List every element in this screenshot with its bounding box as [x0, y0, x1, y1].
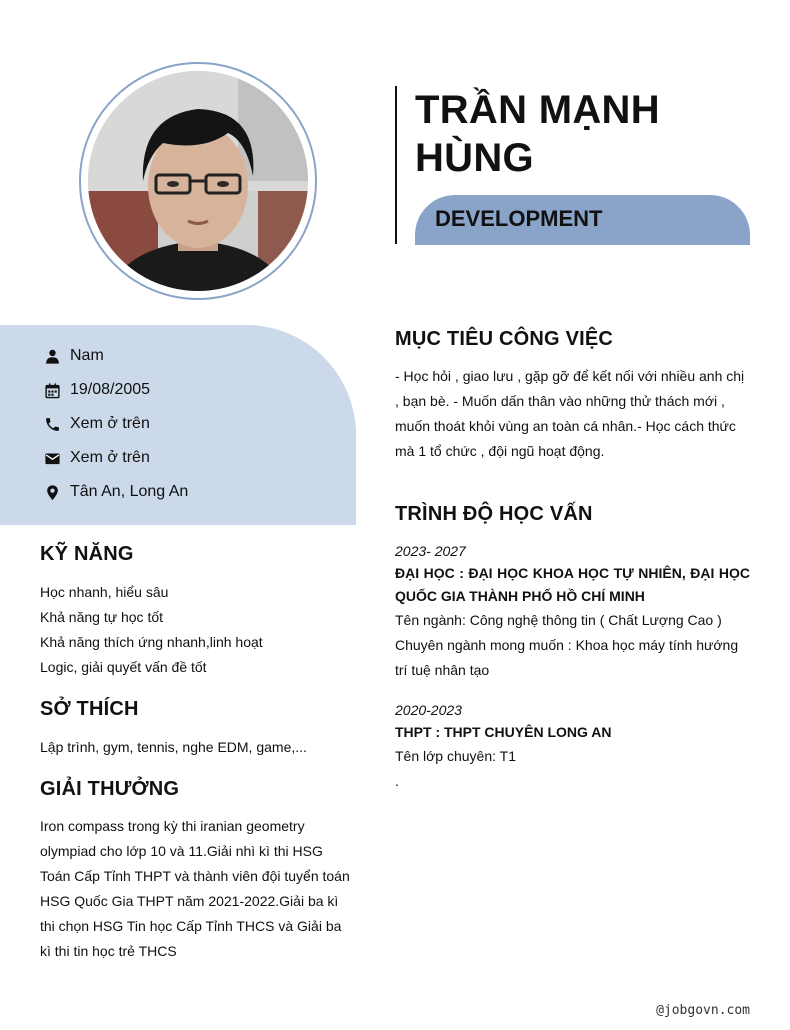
hobbies-title: SỞ THÍCH: [40, 698, 139, 720]
contact-panel: [0, 325, 356, 525]
education-desired-major: Chuyên ngành mong muốn : Khoa học máy tính hướng trí tuệ nhân tạo: [395, 637, 739, 678]
contact-address: [44, 481, 188, 503]
role-badge: [415, 195, 750, 245]
role-title: DEVELOPMENT: [435, 206, 603, 231]
hobbies-text: Lập trình, gym, tennis, nghe EDM, game,...: [40, 739, 307, 755]
education-period: 2023- 2027: [395, 543, 466, 559]
education-major: Tên lớp chuyên: T1: [395, 748, 516, 764]
awards-title: GIẢI THƯỞNG: [40, 778, 180, 800]
education-note: .: [395, 773, 399, 789]
education-title: TRÌNH ĐỘ HỌC VẤN: [395, 503, 593, 525]
skills-title: KỸ NĂNG: [40, 543, 134, 565]
skill-item: Khả năng tự học tốt: [40, 609, 164, 625]
birthday-value: 19/08/2005: [70, 381, 151, 398]
education-school: ĐẠI HỌC : ĐẠI HỌC KHOA HỌC TỰ NHIÊN, ĐẠI HỌC QUỐC GIA THÀNH PHỐ HỒ CHÍ MINH: [395, 565, 750, 604]
contact-email: [44, 447, 150, 469]
location-pin-icon: [44, 484, 61, 501]
address-value: Tân An, Long An: [70, 483, 189, 500]
full-name: TRẦN MẠNH HÙNG: [415, 88, 660, 180]
education-school: THPT : THPT CHUYÊN LONG AN: [395, 724, 612, 740]
person-icon: [44, 348, 61, 365]
contact-phone: [44, 413, 150, 435]
contact-birthday: [44, 379, 150, 401]
gender-value: Nam: [70, 347, 104, 364]
skill-item: Học nhanh, hiểu sâu: [40, 584, 169, 600]
skill-item: Khả năng thích ứng nhanh,linh hoạt: [40, 634, 263, 650]
awards-text: Iron compass trong kỳ thi iranian geometry olympiad cho lớp 10 và 11.Giải nhì kì thi HSG Toán Cấp Tỉnh THPT và thành viên đội tuyển toán HSG Quốc Gia THPT năm 2021-2022.Giải ba kì thi chọn HSG Tin học Cấp Tỉnh THCS và Giải ba kì thi tin học trẻ THCS: [40, 818, 350, 959]
calendar-icon: [44, 382, 61, 399]
email-value: Xem ở trên: [70, 449, 150, 466]
objective-text: - Học hỏi , giao lưu , gặp gỡ để kết nối với nhiều anh chị , bạn bè. - Muốn dấn thân vào những thử thách mới , muốn thoát khỏi vùng an toàn cá nhân.- Học cách thức mà 1 tổ chức , đội ngũ hoạt động.: [395, 368, 745, 459]
avatar: [88, 71, 308, 291]
phone-value: Xem ở trên: [70, 415, 150, 432]
footer-brand: @jobgovn.com: [656, 1003, 750, 1018]
skill-item: Logic, giải quyết vấn đề tốt: [40, 659, 207, 675]
mail-icon: [44, 450, 61, 467]
education-major: Tên ngành: Công nghệ thông tin ( Chất Lượng Cao ): [395, 612, 722, 628]
profile-photo: [88, 71, 308, 291]
education-period: 2020-2023: [395, 702, 462, 718]
objective-title: MỤC TIÊU CÔNG VIỆC: [395, 328, 614, 350]
contact-gender: [44, 345, 104, 367]
phone-icon: [44, 416, 61, 433]
name-divider: [395, 86, 397, 244]
